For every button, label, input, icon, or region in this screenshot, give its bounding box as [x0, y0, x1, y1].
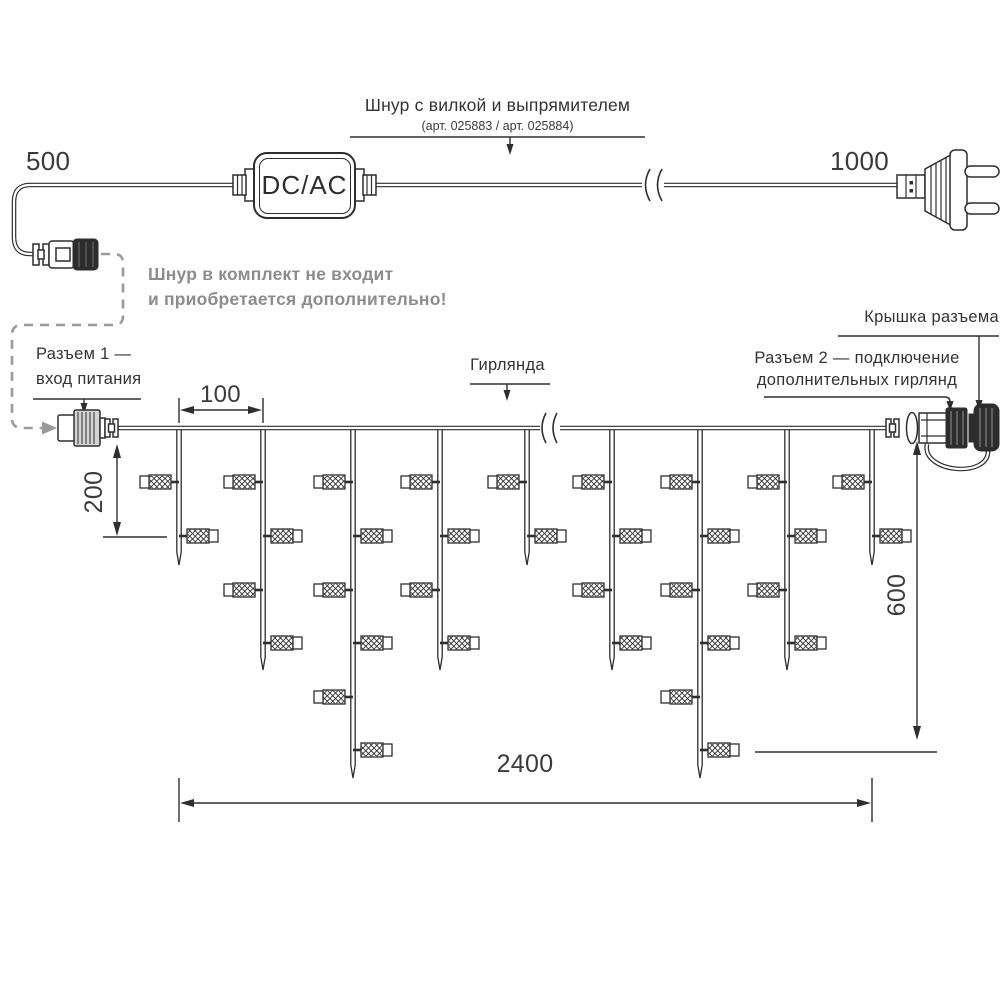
garland-length-label: 2400 — [496, 750, 554, 778]
garland-label-arrow — [504, 390, 511, 401]
garland-connector-2 — [886, 404, 999, 469]
dashed-arrowhead — [42, 422, 57, 435]
cord-title: Шнур с вилкой и выпрямителем — [364, 95, 631, 115]
connector2-line1: Разъем 2 — подключение — [754, 349, 960, 367]
dimension-200 — [103, 444, 167, 537]
garland-connector-1 — [58, 410, 118, 446]
cord-articles: (арт. 025883 / арт. 025884) — [421, 119, 574, 133]
garland-wire — [114, 413, 889, 443]
not-included-note — [148, 262, 447, 312]
note-line-2: и приобретается дополнительно! — [148, 289, 447, 309]
garland-callout: Гирлянда — [470, 356, 545, 374]
plug-pin-bottom — [965, 203, 999, 214]
cord-label-arrow — [507, 144, 514, 155]
mains-plug — [897, 150, 999, 230]
note-line-1: Шнур в комплект не входит — [148, 264, 394, 284]
plug-pin-top — [965, 166, 999, 177]
cord-left-length-label: 500 — [26, 146, 71, 176]
garland-drops — [140, 428, 911, 778]
power-cord-connector — [33, 239, 98, 270]
cord-right-length-label: 1000 — [830, 146, 890, 176]
short-drop-length-label: 200 — [80, 470, 108, 514]
dc-ac-adapter — [253, 152, 356, 219]
connector1-line2: вход питания — [36, 370, 142, 388]
dimension-2400 — [179, 778, 872, 822]
connector-cap — [969, 404, 999, 451]
connector2-callout — [753, 347, 961, 391]
cord-title-block — [340, 95, 655, 133]
dc-ac-label: DC/AC — [259, 158, 351, 214]
connector1-callout — [36, 342, 141, 392]
drop-spacing-label: 100 — [200, 381, 241, 408]
cap-callout: Крышка разъема — [864, 308, 999, 326]
power-cord-right-wire — [373, 169, 899, 201]
long-drop-length-label: 600 — [883, 573, 911, 617]
connector2-line2: дополнительных гирлянд — [756, 371, 958, 389]
connector1-line1: Разъем 1 — — [36, 345, 132, 363]
